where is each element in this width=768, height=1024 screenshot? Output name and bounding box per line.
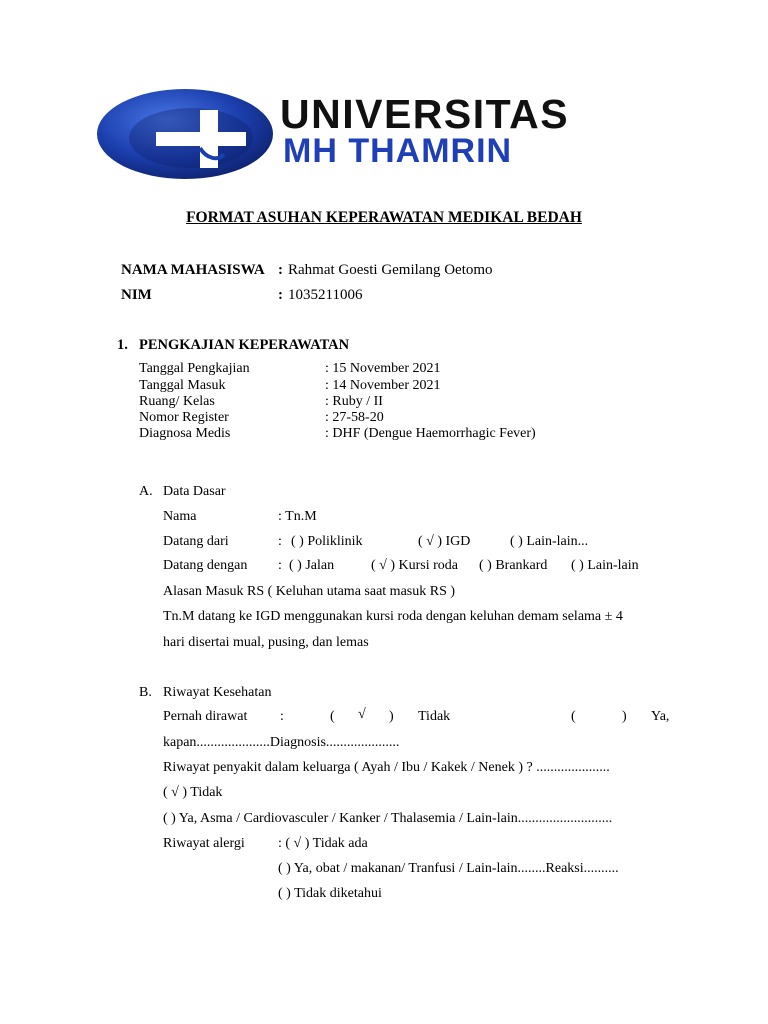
datang-dengan-label: Datang dengan	[163, 558, 248, 573]
datang-dengan-separator: :	[278, 558, 282, 573]
pernah-dirawat-close-bracket-2: )	[622, 709, 627, 724]
subsection-heading-riwayat-kesehatan: Riwayat Kesehatan	[163, 685, 272, 700]
pernah-dirawat-close-bracket-1: )	[389, 709, 394, 724]
assessment-label-diagnosa-medis: Diagnosa Medis	[139, 426, 231, 441]
subsection-letter-b: B.	[139, 685, 152, 700]
kapan-diagnosis-line: kapan.....................Diagnosis.....................	[163, 735, 400, 750]
section-heading: PENGKAJIAN KEPERAWATAN	[139, 337, 350, 353]
assessment-label-tanggal-masuk: Tanggal Masuk	[139, 378, 226, 393]
student-name-separator: :	[278, 262, 283, 278]
nama-value: : Tn.M	[278, 509, 317, 524]
option-brankard: ( ) Brankard	[479, 558, 548, 573]
assessment-value-diagnosa-medis: : DHF (Dengue Haemorrhagic Fever)	[325, 426, 536, 441]
subsection-heading-data-dasar: Data Dasar	[163, 484, 226, 499]
assessment-value-tanggal-pengkajian: : 15 November 2021	[325, 361, 441, 376]
alasan-masuk-text-line2: hari disertai mual, pusing, dan lemas	[163, 635, 369, 650]
riwayat-keluarga-question: Riwayat penyakit dalam keluarga ( Ayah / Ibu / Kakek / Nenek ) ? .....................	[163, 760, 610, 775]
datang-dari-separator: :	[278, 534, 282, 549]
pernah-dirawat-check: √	[358, 707, 366, 722]
logo-text-universitas: UNIVERSITAS	[280, 91, 570, 137]
assessment-value-nomor-register: : 27-58-20	[325, 410, 384, 425]
option-kursi-roda: ( √ ) Kursi roda	[371, 558, 458, 573]
student-name-label: NAMA MAHASISWA	[121, 262, 265, 278]
option-igd: ( √ ) IGD	[418, 534, 471, 549]
student-name-value: Rahmat Goesti Gemilang Oetomo	[288, 262, 493, 278]
pernah-dirawat-open-bracket-2: (	[571, 709, 576, 724]
alergi-option-tidak-diketahui: ( ) Tidak diketahui	[278, 886, 382, 901]
university-logo-icon	[96, 88, 274, 180]
pernah-dirawat-open-bracket-1: (	[330, 709, 335, 724]
riwayat-keluarga-tidak: ( √ ) Tidak	[163, 785, 223, 800]
option-lain-lain-dengan: ( ) Lain-lain	[571, 558, 639, 573]
student-nim-label: NIM	[121, 287, 152, 303]
alasan-masuk-label: Alasan Masuk RS ( Keluhan utama saat masuk RS )	[163, 584, 456, 599]
logo-text-mh-thamrin: MH THAMRIN	[283, 132, 513, 170]
student-nim-value: 1035211006	[288, 287, 363, 303]
subsection-letter-a: A.	[139, 484, 153, 499]
option-jalan: ( ) Jalan	[289, 558, 335, 573]
assessment-label-ruang-kelas: Ruang/ Kelas	[139, 394, 215, 409]
pernah-dirawat-tidak: Tidak	[418, 709, 451, 724]
pernah-dirawat-label: Pernah dirawat	[163, 709, 248, 724]
option-poliklinik: ( ) Poliklinik	[291, 534, 363, 549]
alergi-option-tidak-ada: : ( √ ) Tidak ada	[278, 836, 368, 851]
option-lain-lain-dari: ( ) Lain-lain...	[510, 534, 589, 549]
pernah-dirawat-separator: :	[280, 709, 284, 724]
assessment-value-ruang-kelas: : Ruby / II	[325, 394, 383, 409]
alasan-masuk-text-line1: Tn.M datang ke IGD menggunakan kursi roda dengan keluhan demam selama ± 4	[163, 609, 623, 624]
alergi-option-ya: ( ) Ya, obat / makanan/ Tranfusi / Lain-lain........Reaksi..........	[278, 861, 619, 876]
student-nim-separator: :	[278, 287, 283, 303]
assessment-label-tanggal-pengkajian: Tanggal Pengkajian	[139, 361, 250, 376]
section-number: 1.	[117, 337, 128, 353]
riwayat-keluarga-ya: ( ) Ya, Asma / Cardiovasculer / Kanker / Thalasemia / Lain-lain...........................	[163, 811, 613, 826]
riwayat-alergi-label: Riwayat alergi	[163, 836, 245, 851]
nama-label: Nama	[163, 509, 197, 524]
document-title: FORMAT ASUHAN KEPERAWATAN MEDIKAL BEDAH	[186, 209, 582, 226]
assessment-label-nomor-register: Nomor Register	[139, 410, 229, 425]
assessment-value-tanggal-masuk: : 14 November 2021	[325, 378, 441, 393]
datang-dari-label: Datang dari	[163, 534, 229, 549]
pernah-dirawat-ya: Ya,	[651, 709, 670, 724]
